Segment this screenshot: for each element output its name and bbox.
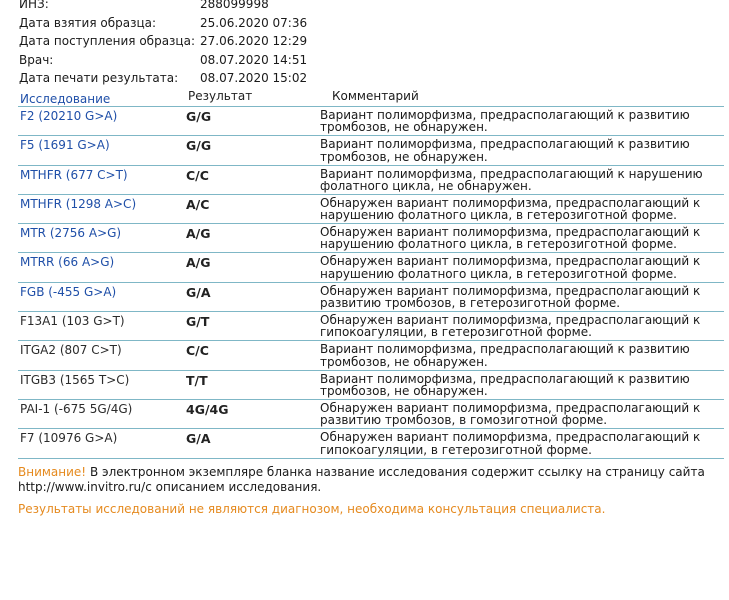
meta-value: 25.06.2020 07:36 [200,15,308,30]
meta-row [19,69,307,88]
result-value: C/C [186,343,209,359]
notice [18,465,718,494]
comment-line: Обнаружен вариант полиморфизма, предрасполагающий к [320,254,701,269]
result-value: T/T [186,372,208,388]
comment-line: нарушению фолатного цикла, в гетерозиготной форме. [320,266,677,281]
comment [320,400,724,428]
comment [320,312,724,340]
table-row [18,195,724,224]
sample-info [19,0,307,88]
comment-line: Вариант полиморфизма, предрасполагающий к развитию [320,137,690,152]
table-row [18,341,724,370]
study-name[interactable]: F2 (20210 G>A) [20,109,118,123]
table-row [18,283,724,312]
study-name[interactable]: MTRR (66 A>G) [20,255,115,270]
meta-row [19,0,307,14]
result-value: A/G [186,255,211,271]
comment [320,371,724,399]
meta-row [19,32,307,51]
comment-line: Вариант полиморфизма, предрасполагающий к развитию [320,342,690,357]
result-value: G/A [186,284,211,300]
comment-line: Вариант полиморфизма, предрасполагающий к нарушению [320,166,703,181]
meta-value: 08.07.2020 14:51 [200,52,308,67]
comment-line: Обнаружен вариант полиморфизма, предрасполагающий к [320,195,701,210]
table-row [18,371,724,400]
results-table [18,90,724,459]
notice-warning: Внимание! [18,465,87,479]
comment [320,429,724,457]
comment [320,166,724,194]
comment-line: Обнаружен вариант полиморфизма, предрасполагающий к [320,313,701,328]
comment-line: тромбозов, не обнаружен. [320,120,488,135]
comment-line: тромбозов, не обнаружен. [320,383,488,398]
meta-label: Дата поступления образца: [19,34,195,48]
table-row [18,429,724,458]
comment [320,341,724,369]
result-value: A/C [186,196,210,212]
table-row [18,224,724,253]
study-name: PAI-1 (-675 5G/4G) [20,401,133,416]
study-name[interactable]: MTHFR (1298 A>C) [20,196,137,211]
comment-line: фолатного цикла, не обнаружен. [320,178,532,193]
study-name: F13A1 (103 G>T) [20,314,125,329]
study-name: ITGA2 (807 C>T) [20,343,122,358]
comment-line: Обнаружен вариант полиморфизма, предрасполагающий к [320,283,701,298]
comment-line: Обнаружен вариант полиморфизма, предрасполагающий к [320,225,701,240]
comment-line: тромбозов, не обнаружен. [320,354,488,369]
comment-line: Обнаружен вариант полиморфизма, предрасполагающий к [320,400,701,415]
comment [320,224,724,252]
meta-label: Дата печати результата: [19,71,179,85]
disclaimer: Результаты исследований не являются диагнозом, необходима консультация специалиста. [18,502,606,516]
comment [320,253,724,281]
table-row [18,166,724,195]
comment [320,195,724,223]
meta-label: ИНЗ: [19,0,49,11]
meta-row [19,14,307,33]
notice-text: В электронном экземпляре бланка название исследования содержит ссылку на страницу сайта [86,465,705,479]
table-body [18,107,724,459]
result-value: G/G [186,109,212,124]
result-value: 4G/4G [186,401,229,417]
meta-row [19,51,307,70]
comment-line: Вариант полиморфизма, предрасполагающий к развитию [320,371,690,386]
comment-line: Вариант полиморфизма, предрасполагающий к развитию [320,108,690,122]
study-name: F7 (10976 G>A) [20,431,118,446]
comment-line: нарушению фолатного цикла, в гетерозиготной форме. [320,208,677,223]
result-value: G/G [186,138,212,154]
comment-line: развитию тромбозов, в гетерозиготной форме. [320,296,621,311]
notice-link-text[interactable]: http://www.invitro.ru/с описанием исследования. [18,479,322,494]
table-row [18,136,724,165]
study-name[interactable]: FGB (-455 G>A) [20,284,117,299]
table-row [18,107,724,136]
table-row [18,400,724,429]
comment-line: нарушению фолатного цикла, в гетерозиготной форме. [320,237,677,252]
table-header [18,90,724,107]
header-result: Результат [188,89,253,103]
result-value: C/C [186,167,209,183]
result-value: G/A [186,431,211,447]
comment-line: тромбозов, не обнаружен. [320,149,488,164]
study-name: ITGB3 (1565 T>C) [20,372,130,387]
meta-label: Дата взятия образца: [19,15,157,30]
meta-value: 27.06.2020 12:29 [200,34,308,48]
comment [320,283,724,311]
meta-value: 288099998 [200,0,269,11]
comment-line: Обнаружен вариант полиморфизма, предрасполагающий к [320,430,701,445]
table-row [18,312,724,341]
comment-line: гипокоагуляции, в гетерозиготной форме. [320,442,592,457]
study-name[interactable]: MTHFR (677 C>T) [20,167,128,182]
header-study: Исследование [20,92,111,106]
result-value: G/T [186,314,210,330]
comment [320,136,724,164]
meta-value: 08.07.2020 15:02 [200,71,308,85]
table-row [18,253,724,282]
comment-line: развитию тромбозов, в гомозиготной форме. [320,413,608,428]
result-value: A/G [186,226,211,242]
meta-label: Врач: [19,52,54,67]
comment [320,107,724,135]
study-name[interactable]: F5 (1691 G>A) [20,138,110,153]
header-comment: Комментарий [332,89,419,103]
comment-line: гипокоагуляции, в гетерозиготной форме. [320,325,592,340]
study-name[interactable]: MTR (2756 A>G) [20,226,122,241]
